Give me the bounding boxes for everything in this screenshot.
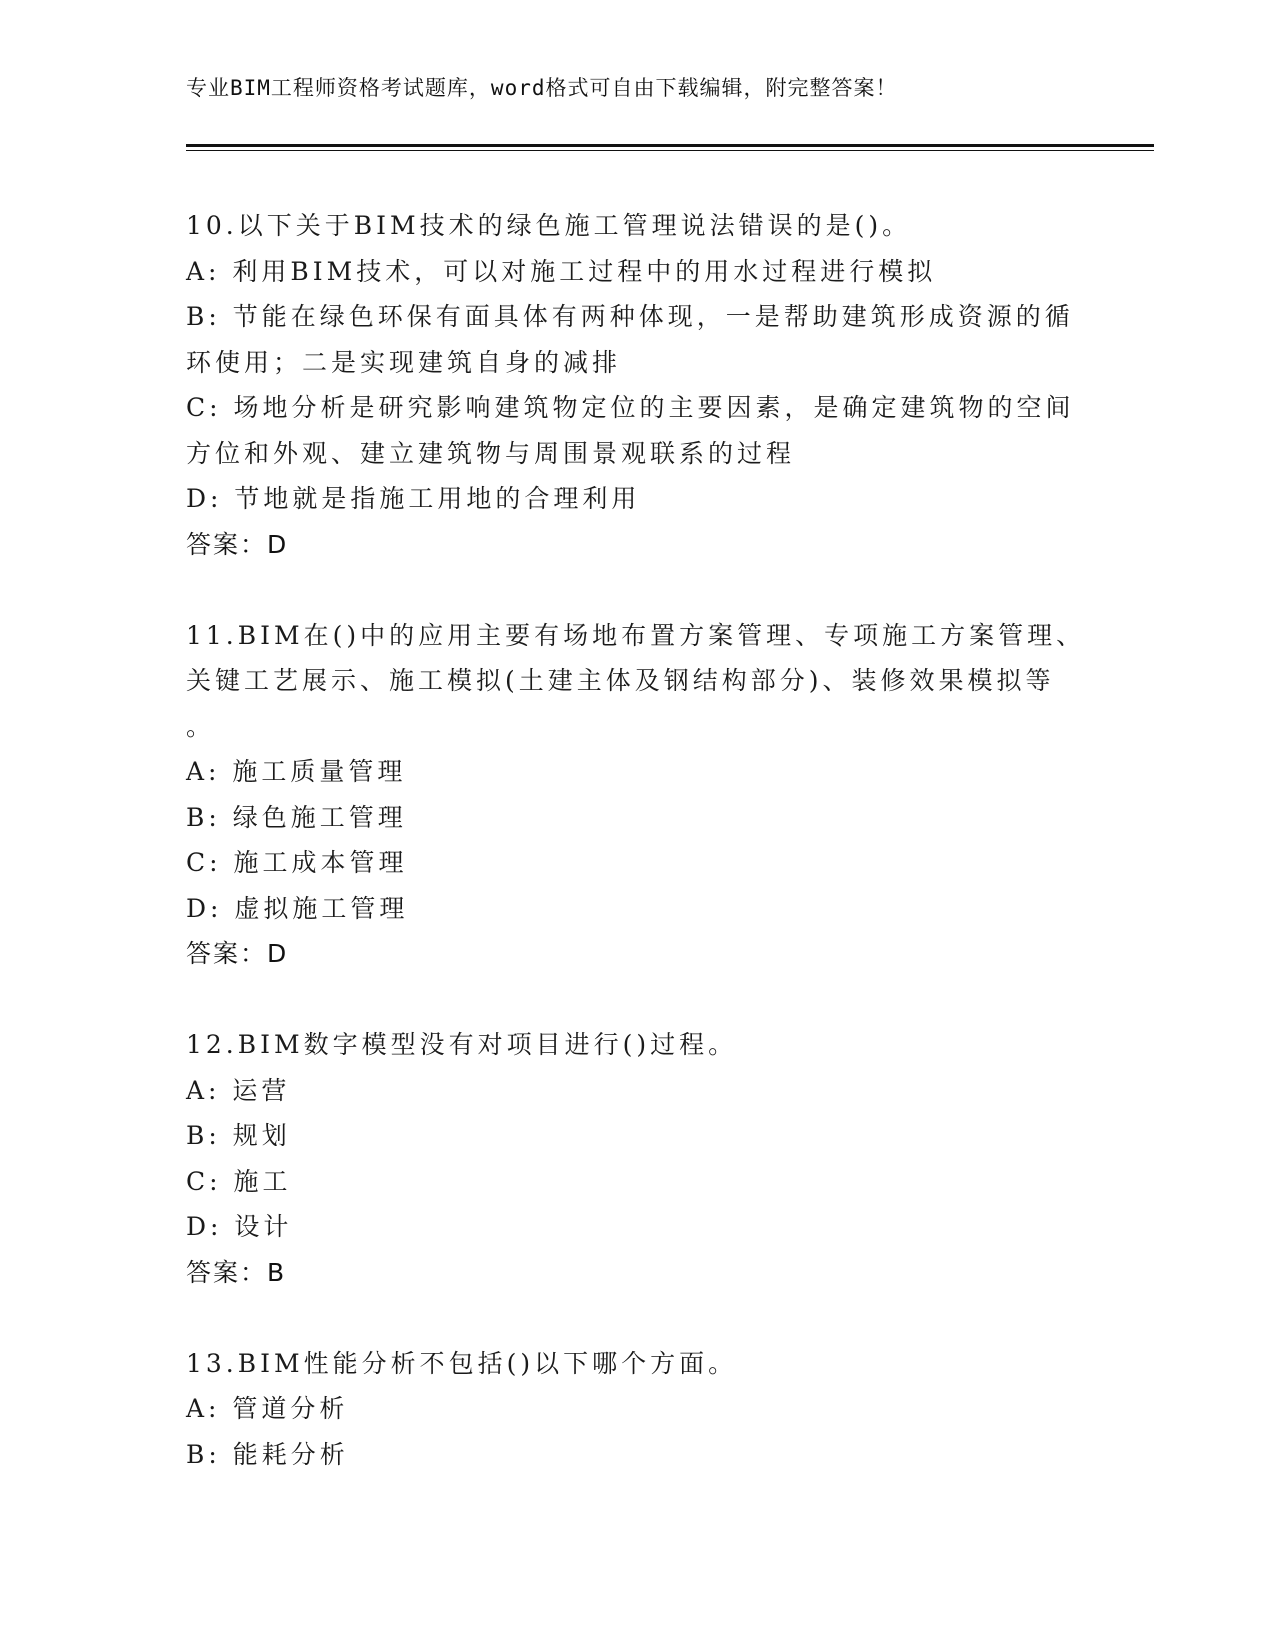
option-b: B: 绿色施工管理 bbox=[186, 802, 407, 832]
answer: 答案：D bbox=[186, 529, 289, 559]
option-c: C: 施工成本管理 bbox=[186, 848, 408, 877]
answer: 答案：B bbox=[186, 1257, 287, 1287]
option-b: B: 能耗分析 bbox=[186, 1439, 349, 1469]
question-spacer bbox=[186, 1295, 1086, 1341]
question-stem: 10.以下关于BIM技术的绿色施工管理说法错误的是()。 bbox=[186, 211, 912, 240]
option-a: A: 施工质量管理 bbox=[186, 757, 407, 786]
question-spacer bbox=[186, 567, 1086, 613]
option-b: B: 规划 bbox=[186, 1121, 291, 1150]
question-stem-continued: 关键工艺展示、施工模拟(土建主体及钢结构部分)、装修效果模拟等 bbox=[186, 666, 1055, 695]
option-a: A: 运营 bbox=[186, 1075, 291, 1105]
option-c: C: 场地分析是研究影响建筑物定位的主要因素，是确定建筑物的空间 bbox=[186, 393, 1075, 422]
question-11 bbox=[186, 613, 1086, 977]
question-stem: 13.BIM性能分析不包括()以下哪个方面。 bbox=[186, 1348, 738, 1378]
option-a: A: 利用BIM技术，可以对施工过程中的用水过程进行模拟 bbox=[186, 256, 937, 286]
option-d: D: 设计 bbox=[186, 1212, 293, 1241]
option-a: A: 管道分析 bbox=[186, 1394, 349, 1423]
question-spacer bbox=[186, 977, 1086, 1023]
question-list bbox=[186, 203, 1086, 1477]
question-stem: 11.BIM在()中的应用主要有场地布置方案管理、专项施工方案管理、 bbox=[186, 620, 1086, 650]
option-d: D: 虚拟施工管理 bbox=[186, 893, 409, 923]
answer: 答案：D bbox=[186, 939, 289, 968]
question-10 bbox=[186, 203, 1086, 567]
option-d: D: 节地就是指施工用地的合理利用 bbox=[186, 484, 641, 513]
header-divider-thin bbox=[186, 150, 1154, 151]
option-b: B: 节能在绿色环保有面具体有两种体现，一是帮助建筑形成资源的循 bbox=[186, 302, 1074, 331]
header-divider-thick bbox=[186, 144, 1154, 147]
question-13 bbox=[186, 1341, 1086, 1478]
question-stem: 12.BIM数字模型没有对项目进行()过程。 bbox=[186, 1030, 738, 1059]
question-stem-continued: 。 bbox=[186, 711, 216, 741]
option-c: C: 施工 bbox=[186, 1166, 292, 1196]
question-12 bbox=[186, 1022, 1086, 1295]
option-c-continued: 方位和外观、建立建筑物与周围景观联系的过程 bbox=[186, 438, 796, 468]
page-header-title: 专业BIM工程师资格考试题库，word格式可自由下载编辑，附完整答案！ bbox=[186, 76, 898, 100]
option-b-continued: 环使用；二是实现建筑自身的减排 bbox=[186, 347, 622, 377]
